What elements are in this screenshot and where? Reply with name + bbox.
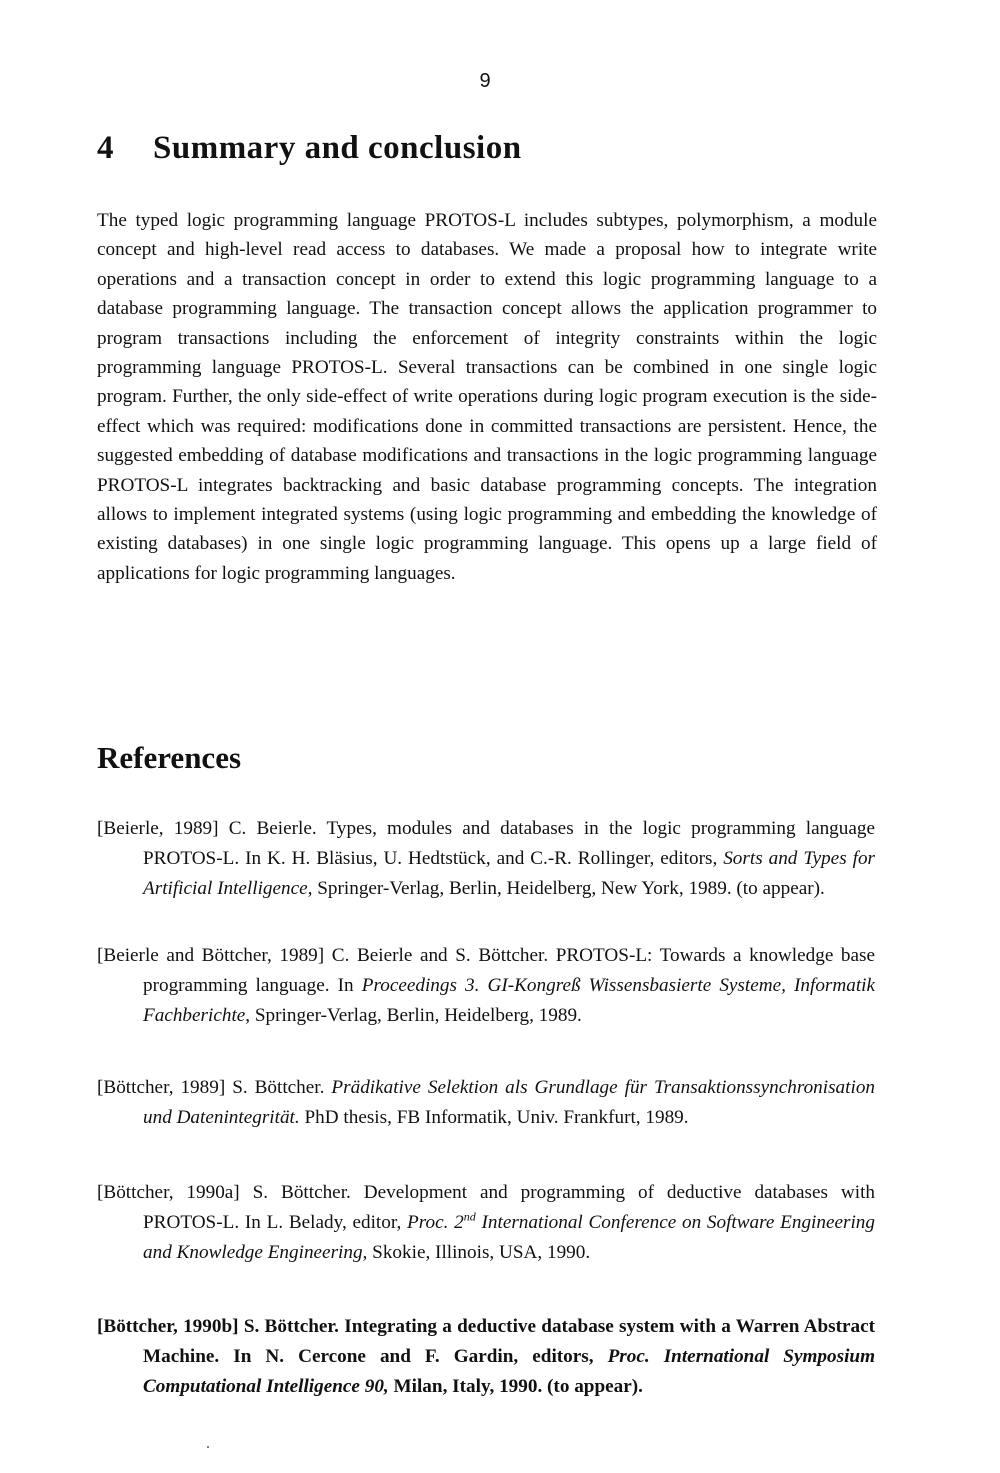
reference-conference: International Conference on Software Engineering and Knowledge Engineering, [143, 1212, 875, 1263]
reference-text: C. Beierle. Types, modules and databases in the logic programming language PROTOS-L. In K. H. Bläsius, U. Hedtstück, and C.-R. Rollinger, editors, [143, 818, 875, 869]
reference-text: S. Böttcher. Integrating a deductive database system with a Warren Abstract Machine. In N. Cercone and F. Gardin, editors, [143, 1316, 875, 1367]
reference-boettcher-1989 [97, 1073, 875, 1133]
ordinal-superscript: nd [463, 1209, 476, 1224]
reference-beierle-1989 [97, 814, 875, 904]
page-number: 9 [479, 70, 491, 92]
reference-text-end: Springer-Verlag, Berlin, Heidelberg, New York, 1989. (to appear). [317, 878, 825, 899]
reference-title-italic: Sorts and Types for Artificial Intelligence, [143, 848, 876, 899]
scan-speck [207, 1446, 209, 1448]
reference-text: C. Beierle and S. Böttcher. PROTOS-L: Towards a knowledge base programming language. In [143, 945, 876, 996]
reference-text: S. Böttcher. Development and programming of deductive databases with PROTOS-L. In L. Belady, editor, [143, 1182, 875, 1233]
reference-text: S. Böttcher. [232, 1077, 325, 1098]
reference-key: [Böttcher, 1989] [97, 1077, 226, 1098]
reference-key: [Beierle and Böttcher, 1989] [97, 945, 325, 966]
references-heading: References [97, 740, 242, 775]
reference-boettcher-1990b [97, 1312, 875, 1402]
reference-text-end: Milan, Italy, 1990. (to appear). [393, 1376, 643, 1397]
reference-beierle-boettcher-1989 [97, 941, 875, 1031]
reference-title-italic: Prädikative Selektion als Grundlage für Transaktionssynchronisation und Datenintegrität. [143, 1077, 876, 1128]
reference-text-end: Skokie, Illinois, USA, 1990. [372, 1242, 591, 1263]
summary-paragraph: The typed logic programming language PROTOS-L includes subtypes, polymorphism, a module concept and high-level read access to databases. We made a proposal how to integrate write operations and a transaction concept in order to extend this logic programming language to a database programming language. The transaction concept allows the application programmer to program transactions including the enforcement of integrity constraints within the logic programming language PROTOS-L. Several transactions can be combined in one single logic program. Further, the only side-effect of write operations during logic program execution is the side-effect which was required: modifications done in committed transactions are persistent. Hence, the suggested embedding of database modifications and transactions in the logic programming language PROTOS-L integrates backtracking and basic database programming concepts. The integration allows to implement integrated systems (using logic programming and embedding the knowledge of existing databases) in one single logic programming language. This opens up a large field of applications for logic programming languages. [97, 210, 877, 584]
reference-proc: Proc. 2 [407, 1212, 464, 1233]
reference-boettcher-1990a [97, 1178, 875, 1268]
reference-title-italic: Proc. International Symposium Computational Intelligence 90, [143, 1346, 875, 1397]
section-number: 4 [97, 130, 114, 166]
reference-key: [Böttcher, 1990a] [97, 1182, 240, 1203]
reference-text-end: Springer-Verlag, Berlin, Heidelberg, 1989. [254, 1005, 582, 1026]
reference-key: [Beierle, 1989] [97, 818, 219, 839]
section-title: Summary and conclusion [153, 130, 522, 166]
reference-text-end: PhD thesis, FB Informatik, Univ. Frankfurt, 1989. [304, 1107, 689, 1128]
reference-title-italic: Proceedings 3. GI-Kongreß Wissensbasierte Systeme, Informatik Fachberichte, [143, 975, 876, 1026]
section-heading [97, 130, 522, 167]
reference-key: [Böttcher, 1990b] [97, 1316, 239, 1337]
